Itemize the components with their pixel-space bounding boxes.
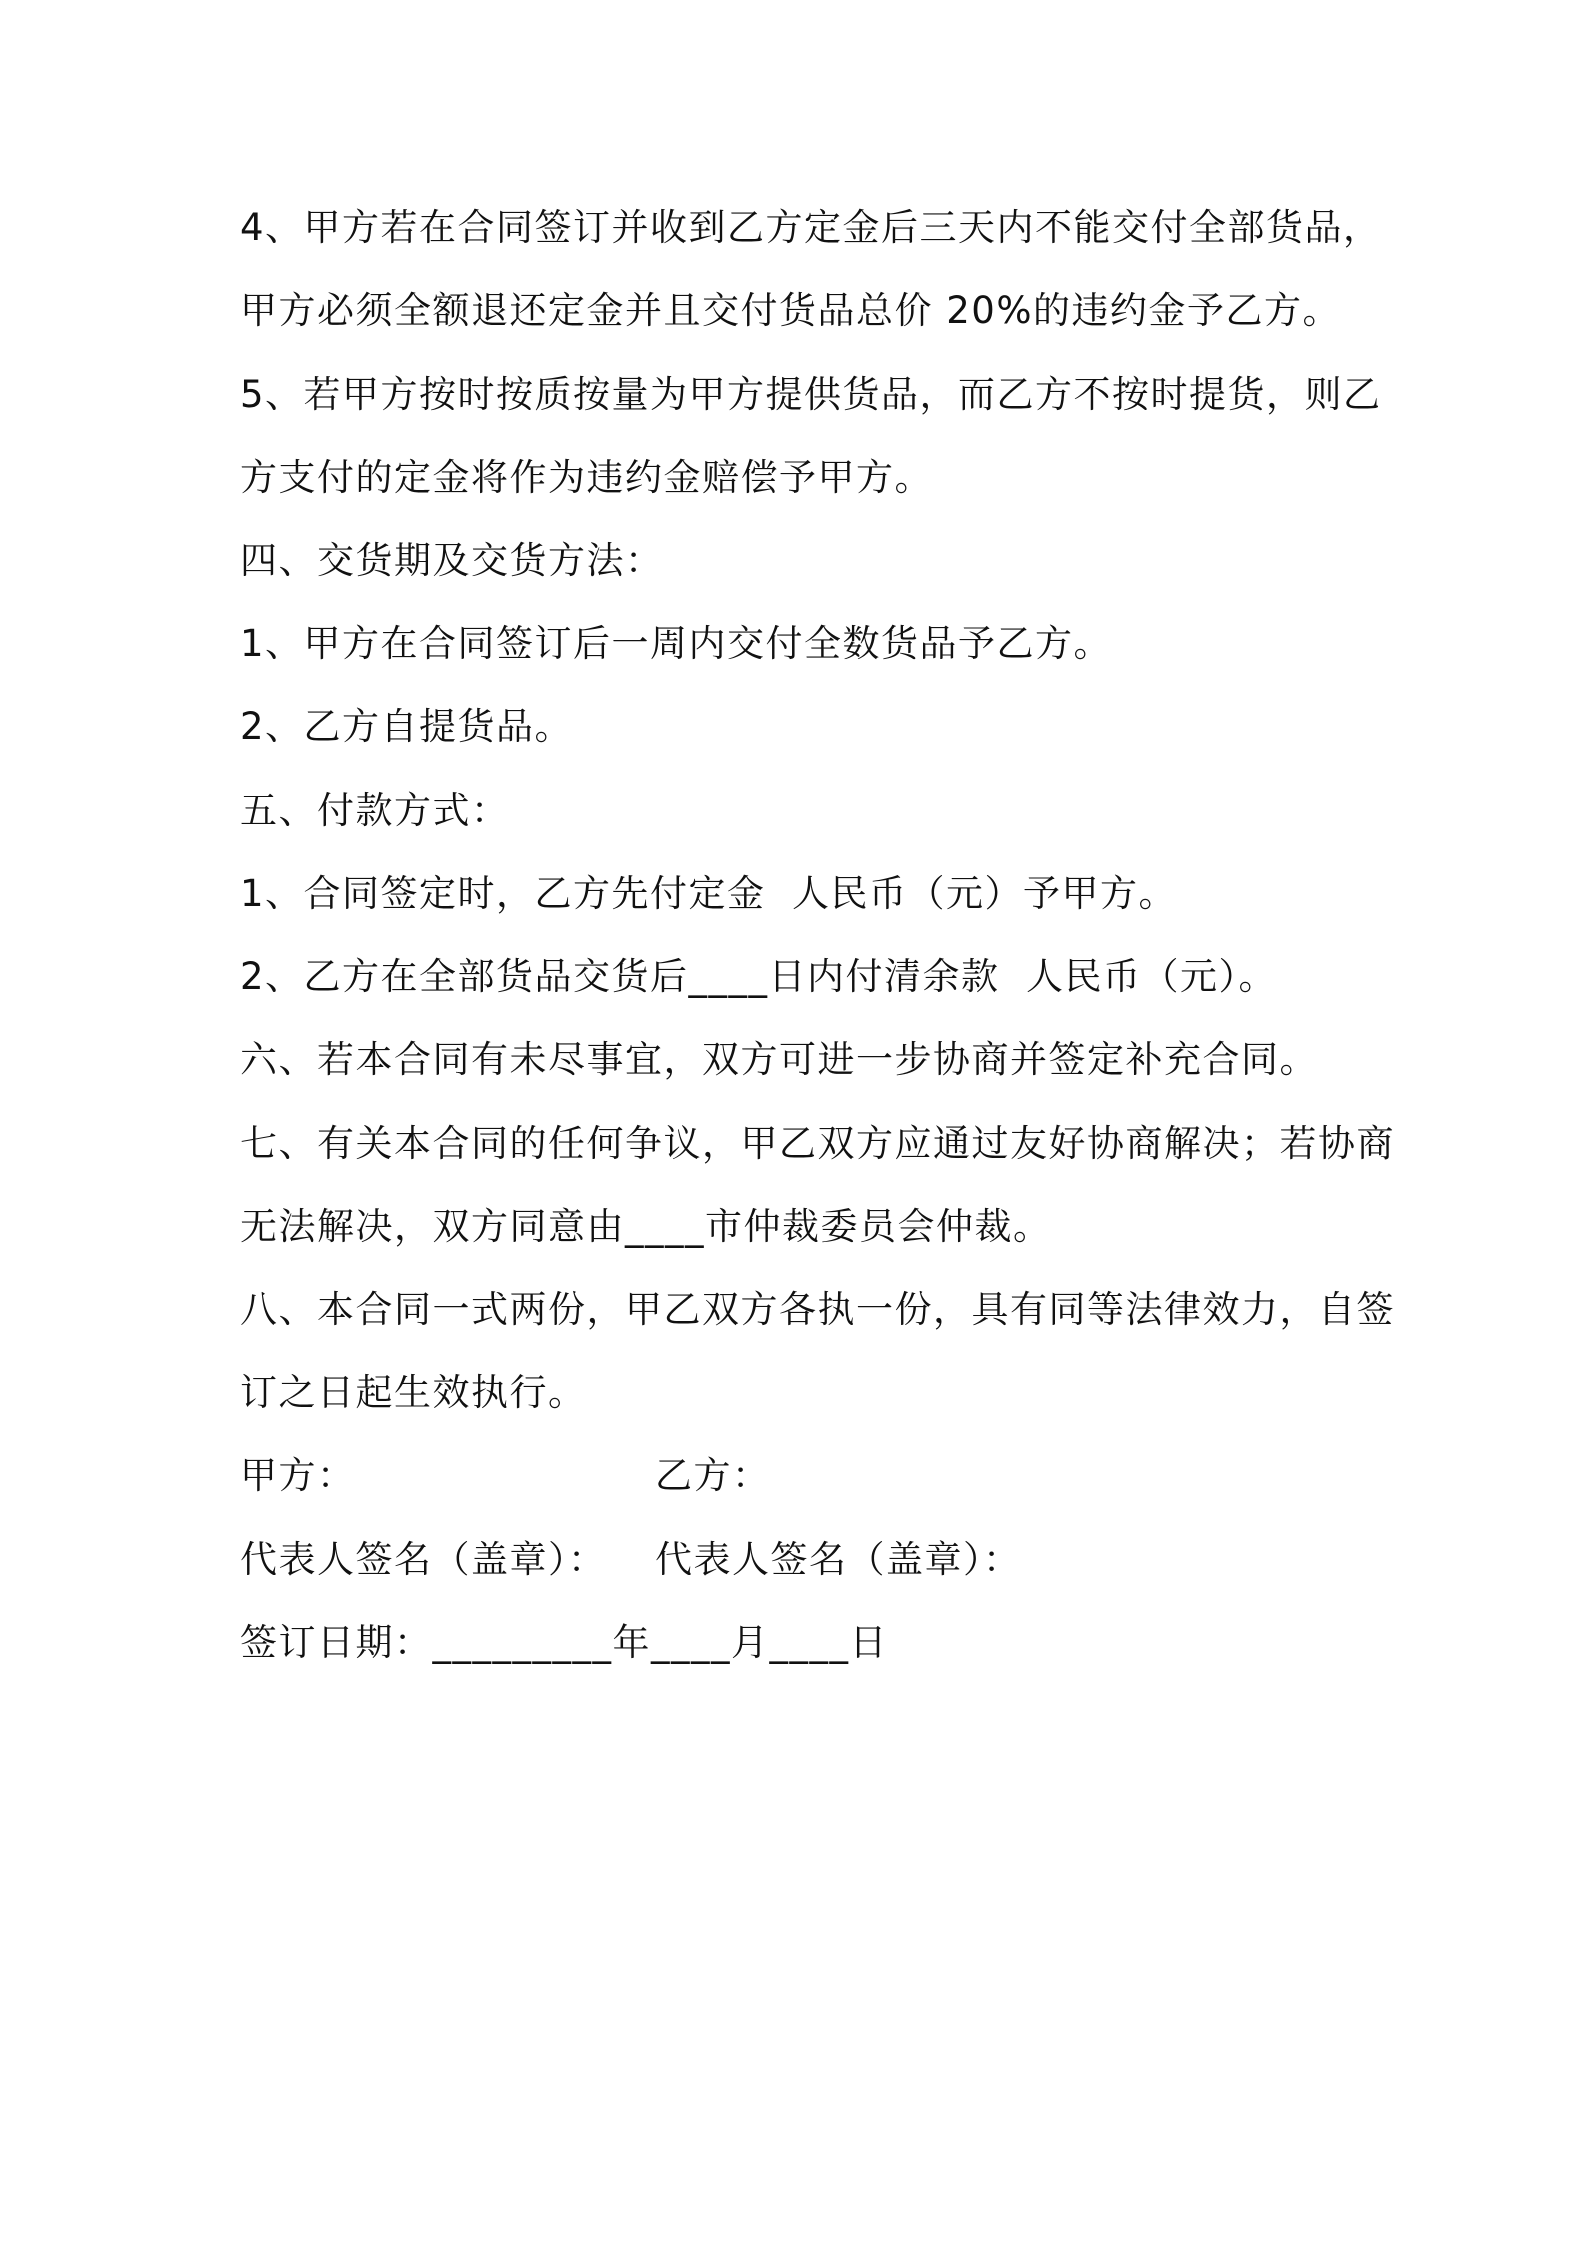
section-4-item-2: 2、乙方自提货品。 <box>240 705 574 748</box>
party-b-representative-label: 代表人签名（盖章）： <box>655 1538 1022 1581</box>
section-5-item-2: 2、乙方在全部货品交货后____日内付清余款 人民币（元）。 <box>240 955 1278 998</box>
signing-date: 签订日期：_________年____月____日 <box>240 1621 888 1664</box>
section-7-line-1: 七、有关本合同的任何争议，甲乙双方应通过友好协商解决；若协商 <box>240 1122 1395 1165</box>
section-5-heading: 五、付款方式： <box>240 789 510 832</box>
clause-4-line-2: 甲方必须全额退还定金并且交付货品总价 20%的违约金予乙方。 <box>240 289 1341 332</box>
section-4-heading: 四、交货期及交货方法： <box>240 539 664 582</box>
section-7-line-2: 无法解决，双方同意由____市仲裁委员会仲裁。 <box>240 1205 1052 1248</box>
clause-4-line-1: 4、甲方若在合同签订并收到乙方定金后三天内不能交付全部货品， <box>240 206 1382 249</box>
party-a-representative-label: 代表人签名（盖章）： <box>240 1538 607 1581</box>
clause-5-line-1: 5、若甲方按时按质按量为甲方提供货品，而乙方不按时提货，则乙 <box>240 373 1382 416</box>
section-8-line-2: 订之日起生效执行。 <box>240 1371 587 1414</box>
party-a-label: 甲方： <box>240 1454 356 1497</box>
section-8-line-1: 八、本合同一式两份，甲乙双方各执一份，具有同等法律效力，自签 <box>240 1288 1395 1331</box>
section-6: 六、若本合同有未尽事宜，双方可进一步协商并签定补充合同。 <box>240 1038 1318 1081</box>
party-b-label: 乙方： <box>655 1454 771 1497</box>
section-4-item-1: 1、甲方在合同签订后一周内交付全数货品予乙方。 <box>240 622 1113 665</box>
clause-5-line-2: 方支付的定金将作为违约金赔偿予甲方。 <box>240 456 933 499</box>
section-5-item-1: 1、合同签定时，乙方先付定金 人民币（元）予甲方。 <box>240 872 1178 915</box>
